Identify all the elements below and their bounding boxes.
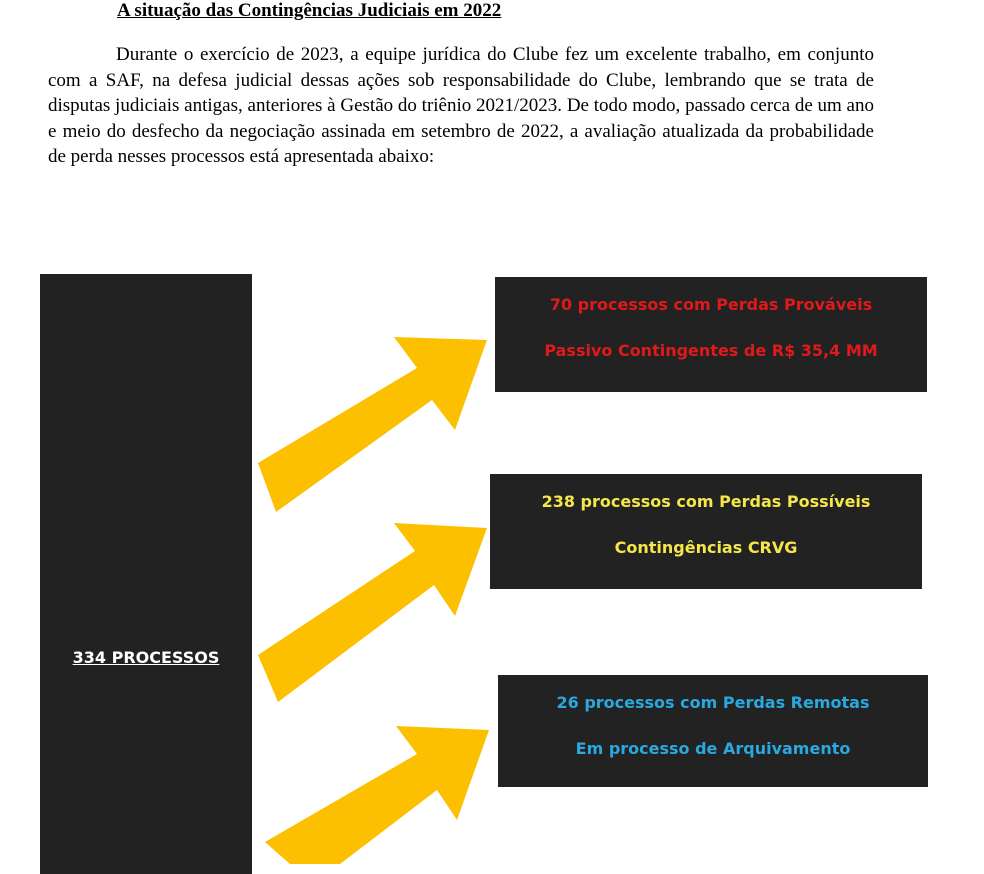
arrow-icon-remotas: [265, 726, 489, 864]
probable-losses-box: [495, 277, 927, 392]
possible-losses-note: Contingências CRVG: [614, 538, 798, 557]
probable-losses-amount: Passivo Contingentes de R$ 35,4 MM: [544, 341, 878, 360]
remote-losses-count: 26 processos com Perdas Remotas: [556, 693, 870, 712]
arrow-icon-possiveis: [258, 523, 487, 702]
possible-losses-box: [490, 474, 922, 589]
intro-paragraph: Durante o exercício de 2023, a equipe jurídica do Clube fez um excelente trabalho, em conjunto com a SAF, na defesa judicial dessas ações sob responsabilidade do Clube, lembrando que se trata de disputas judiciais antigas, anteriores à Gestão do triênio 2021/2023. De todo modo, passado cerca de um ano e meio do desfecho da negociação assinada em setembro de 2022, a avaliação atualizada da probabilidade de perda nesses processos está apresentada abaixo:: [48, 44, 874, 167]
total-processes-box: [40, 274, 252, 874]
total-processes-label: 334 PROCESSOS: [72, 648, 220, 667]
remote-losses-box: [498, 675, 928, 787]
possible-losses-count: 238 processos com Perdas Possíveis: [541, 492, 871, 511]
remote-losses-note: Em processo de Arquivamento: [575, 739, 851, 758]
arrow-icon-provaveis: [258, 337, 487, 512]
section-title: A situação das Contingências Judiciais em 2022: [117, 0, 502, 21]
probable-losses-count: 70 processos com Perdas Prováveis: [549, 295, 873, 314]
